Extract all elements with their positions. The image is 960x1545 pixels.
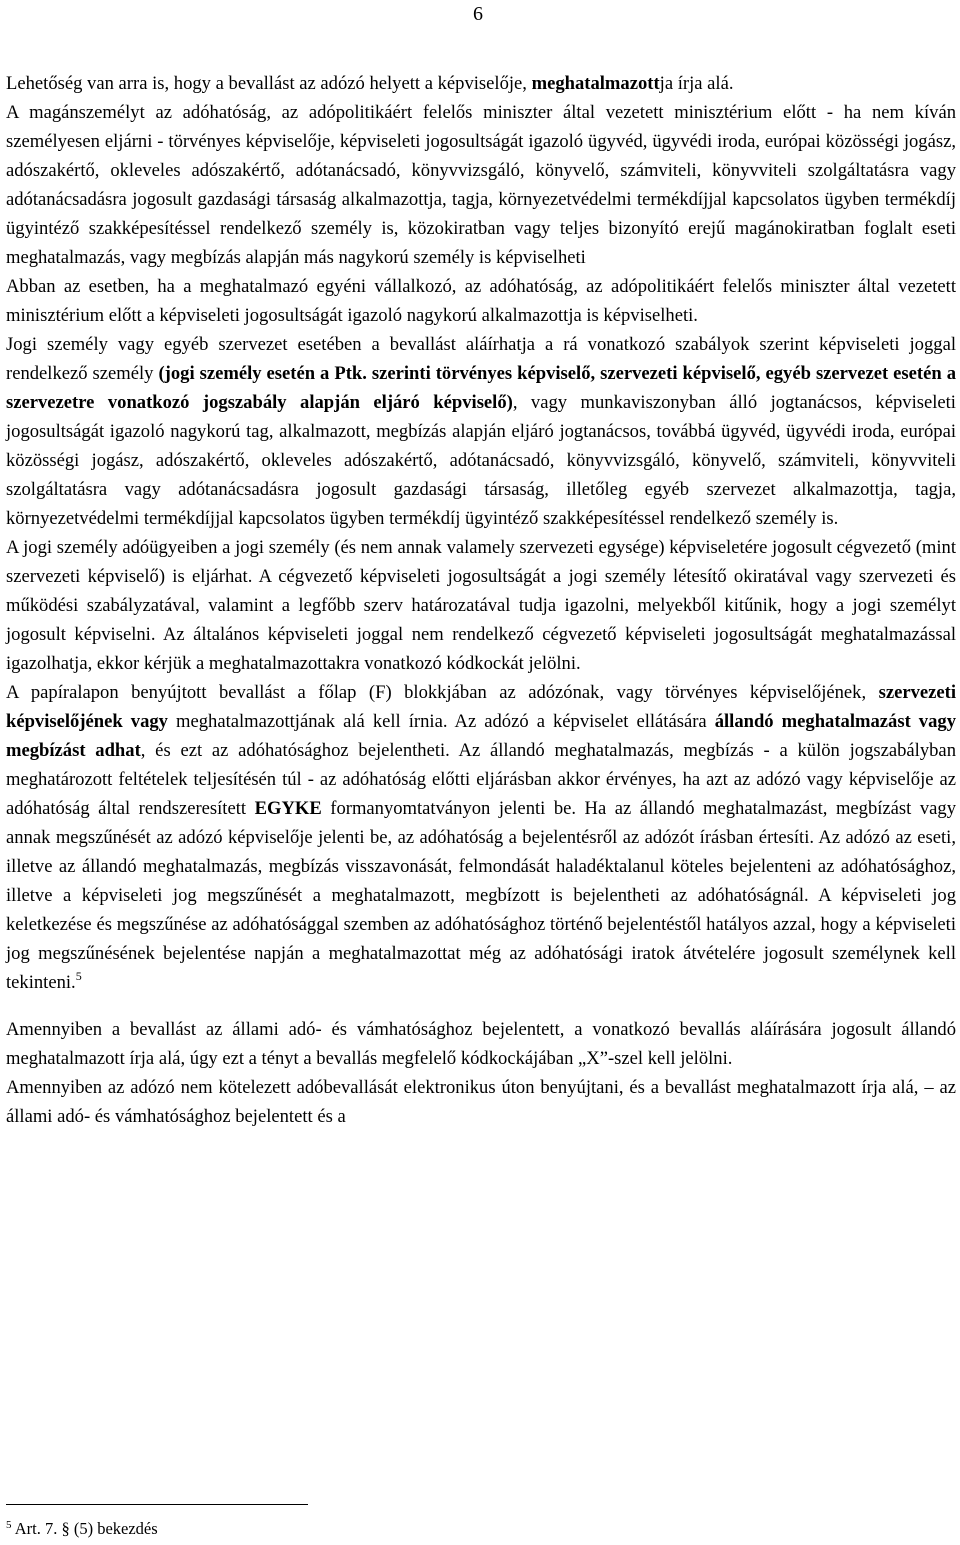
text-run: formanyomtatványon jelenti be. Ha az állandó meghatalmazást, megbízást vagy annak megszűnését az adózó képviselője jelenti be, az adóhatóság a bejelentésről az adózót írásban értesíti. Az adózó az eseti, illetve az állandó meghatalmazás, megbízás visszavonását, felmondását haladéktalanul köteles bejelenteni az adóhatósághoz, illetve a képviseleti jog megszűnését a meghatalmazott, megbízott is bejelentheti az adóhatóságnál. A képviseleti jog keletkezése és megszűnése az adóhatósággal szemben az adóhatósághoz történő bejelentéstől hatályos azzal, hogy a képviseleti jog megszűnésének bejelentése napján a meghatalmazottat még az adóhatósági iratok átvételére jogosult személynek kell tekinteni. — [6, 798, 956, 993]
paragraph-3 — [6, 272, 956, 330]
paragraph-1 — [6, 69, 956, 98]
paragraph-7 — [6, 1015, 956, 1073]
text-run: ja írja alá. — [659, 73, 734, 94]
bold-text: meghatalmazott — [531, 73, 660, 94]
text-run: Jogi személy vagy egyéb szervezet esetében a bevallást aláírhatja a rá vonatkozó szabályok szerint képviseleti joggal rendelkező személy — [6, 334, 956, 384]
paragraph-5 — [6, 533, 956, 678]
text-run: Amennyiben az adózó nem kötelezett adóbevallását elektronikus úton benyújtani, és a bevallást meghatalmazott írja alá, – az állami adó- és vámhatósághoz bejelentett és a — [6, 1077, 956, 1127]
text-run: A papíralapon benyújtott bevallást a főlap (F) blokkjában az adózónak, vagy törvényes képviselőjének, — [6, 682, 879, 703]
paragraph-6 — [6, 678, 956, 997]
text-run: A jogi személy adóügyeiben a jogi személy (és nem annak valamely szervezeti egysége) képviseletére jogosult cégvezető (mint szervezeti képviselő) is eljárhat. A cégvezető képviseleti jogosultságát a jogi személy létesítő okiratával vagy szervezeti és működési szabályzatával, valamint a legfőbb szerv határozatával tudja igazolni, melyekből kitűnik, hogy a jogi személyt jogosult képviselni. Az általános képviseleti joggal nem rendelkező cégvezető képviseleti jogosultságát meghatalmazással igazolhatja, ekkor kérjük a meghatalmazottakra vonatkozó kódkockát jelölni. — [6, 537, 956, 674]
text-run: Abban az esetben, ha a meghatalmazó egyéni vállalkozó, az adóhatóság, az adópolitikáért felelős miniszter által vezetett minisztérium előtt a képviseleti jogosultságát igazoló nagykorú alkalmazottja is képviselheti. — [6, 276, 956, 326]
text-run: Amennyiben a bevallást az állami adó- és vámhatósághoz bejelentett, a vonatkozó bevallás aláírására jogosult állandó meghatalmazott írja alá, úgy ezt a tényt a bevallás megfelelő kódkockájában „X”-szel kell jelölni. — [6, 1019, 956, 1069]
bold-text: EGYKE — [254, 798, 322, 819]
bold-text: (jogi személy esetén a Ptk. szerinti törvényes képviselő, szervezeti képviselő, egyéb szervezet esetén a szervezetre vonatkozó jogszabály alapján eljáró képviselő) — [6, 363, 956, 413]
footnote-mark: 5 — [6, 1519, 12, 1531]
text-run: meghatalmazottjának alá kell írnia. Az adózó a képviselet ellátására — [167, 711, 715, 732]
text-run: , vagy munkaviszonyban álló jogtanácsos, képviseleti jogosultságát igazoló nagykorú tag, alkalmazott, megbízás alapján eljáró jogtanácsos, továbbá ügyvéd, ügyvédi iroda, európai közösségi jogász, adószakértő, okleveles adószakértő, adótanácsadó, könyvvizsgáló, könyvelő, számviteli, könyvviteli szolgáltatásra vagy adótanácsadásra jogosult gazdasági társaság, illetőleg egyéb szervezet alkalmazottja, tagja, környezetvédelmi termékdíjjal kapcsolatos ügyben termékdíj ügyintéző szakképesítéssel rendelkező személy is. — [6, 392, 956, 529]
footnote-reference: 5 — [75, 969, 82, 983]
footnote — [6, 1518, 158, 1540]
text-run: , és ezt az adóhatósághoz bejelentheti. Az állandó meghatalmazás, megbízás - a külön jogszabályban meghatározott feltételek teljesítésén túl - az adóhatóság előtti eljárásban akkor érvényes, ha azt az adózó vagy képviselője az adóhatóság által rendszeresített — [6, 740, 956, 819]
paragraph-8 — [6, 1073, 956, 1131]
body-text — [6, 69, 956, 1131]
paragraph-4 — [6, 330, 956, 533]
text-run: A magánszemélyt az adóhatóság, az adópolitikáért felelős miniszter által vezetett minisztérium előtt - ha nem kíván személyesen eljárni - törvényes képviselője, képviseleti jogosultságát igazoló ügyvéd, ügyvédi iroda, európai közösségi jogász, adószakértő, okleveles adószakértő, adótanácsadó, könyvvizsgáló, könyvelő, számviteli, könyvviteli szolgáltatásra vagy adótanácsadásra jogosult gazdasági társaság alkalmazottja, tagja, környezetvédelmi termékdíjjal kapcsolatos ügyben termékdíj ügyintéző szakképesítéssel rendelkező személy is, közokiratban vagy teljes bizonyító erejű magánokiratban foglalt eseti meghatalmazás, vagy megbízás alapján más nagykorú személy is képviselheti — [6, 102, 956, 268]
page-number: 6 — [473, 3, 483, 25]
paragraph-2 — [6, 98, 956, 272]
bold-text: állandó meghatalmazást vagy megbízást adhat — [6, 711, 956, 761]
footnote-text: Art. 7. § (5) bekezdés — [11, 1519, 158, 1538]
bold-text: szervezeti képviselőjének vagy — [6, 682, 956, 732]
footnote-divider — [6, 1504, 308, 1505]
text-run: Lehetőség van arra is, hogy a bevallást az adózó helyett a képviselője, — [6, 73, 532, 94]
